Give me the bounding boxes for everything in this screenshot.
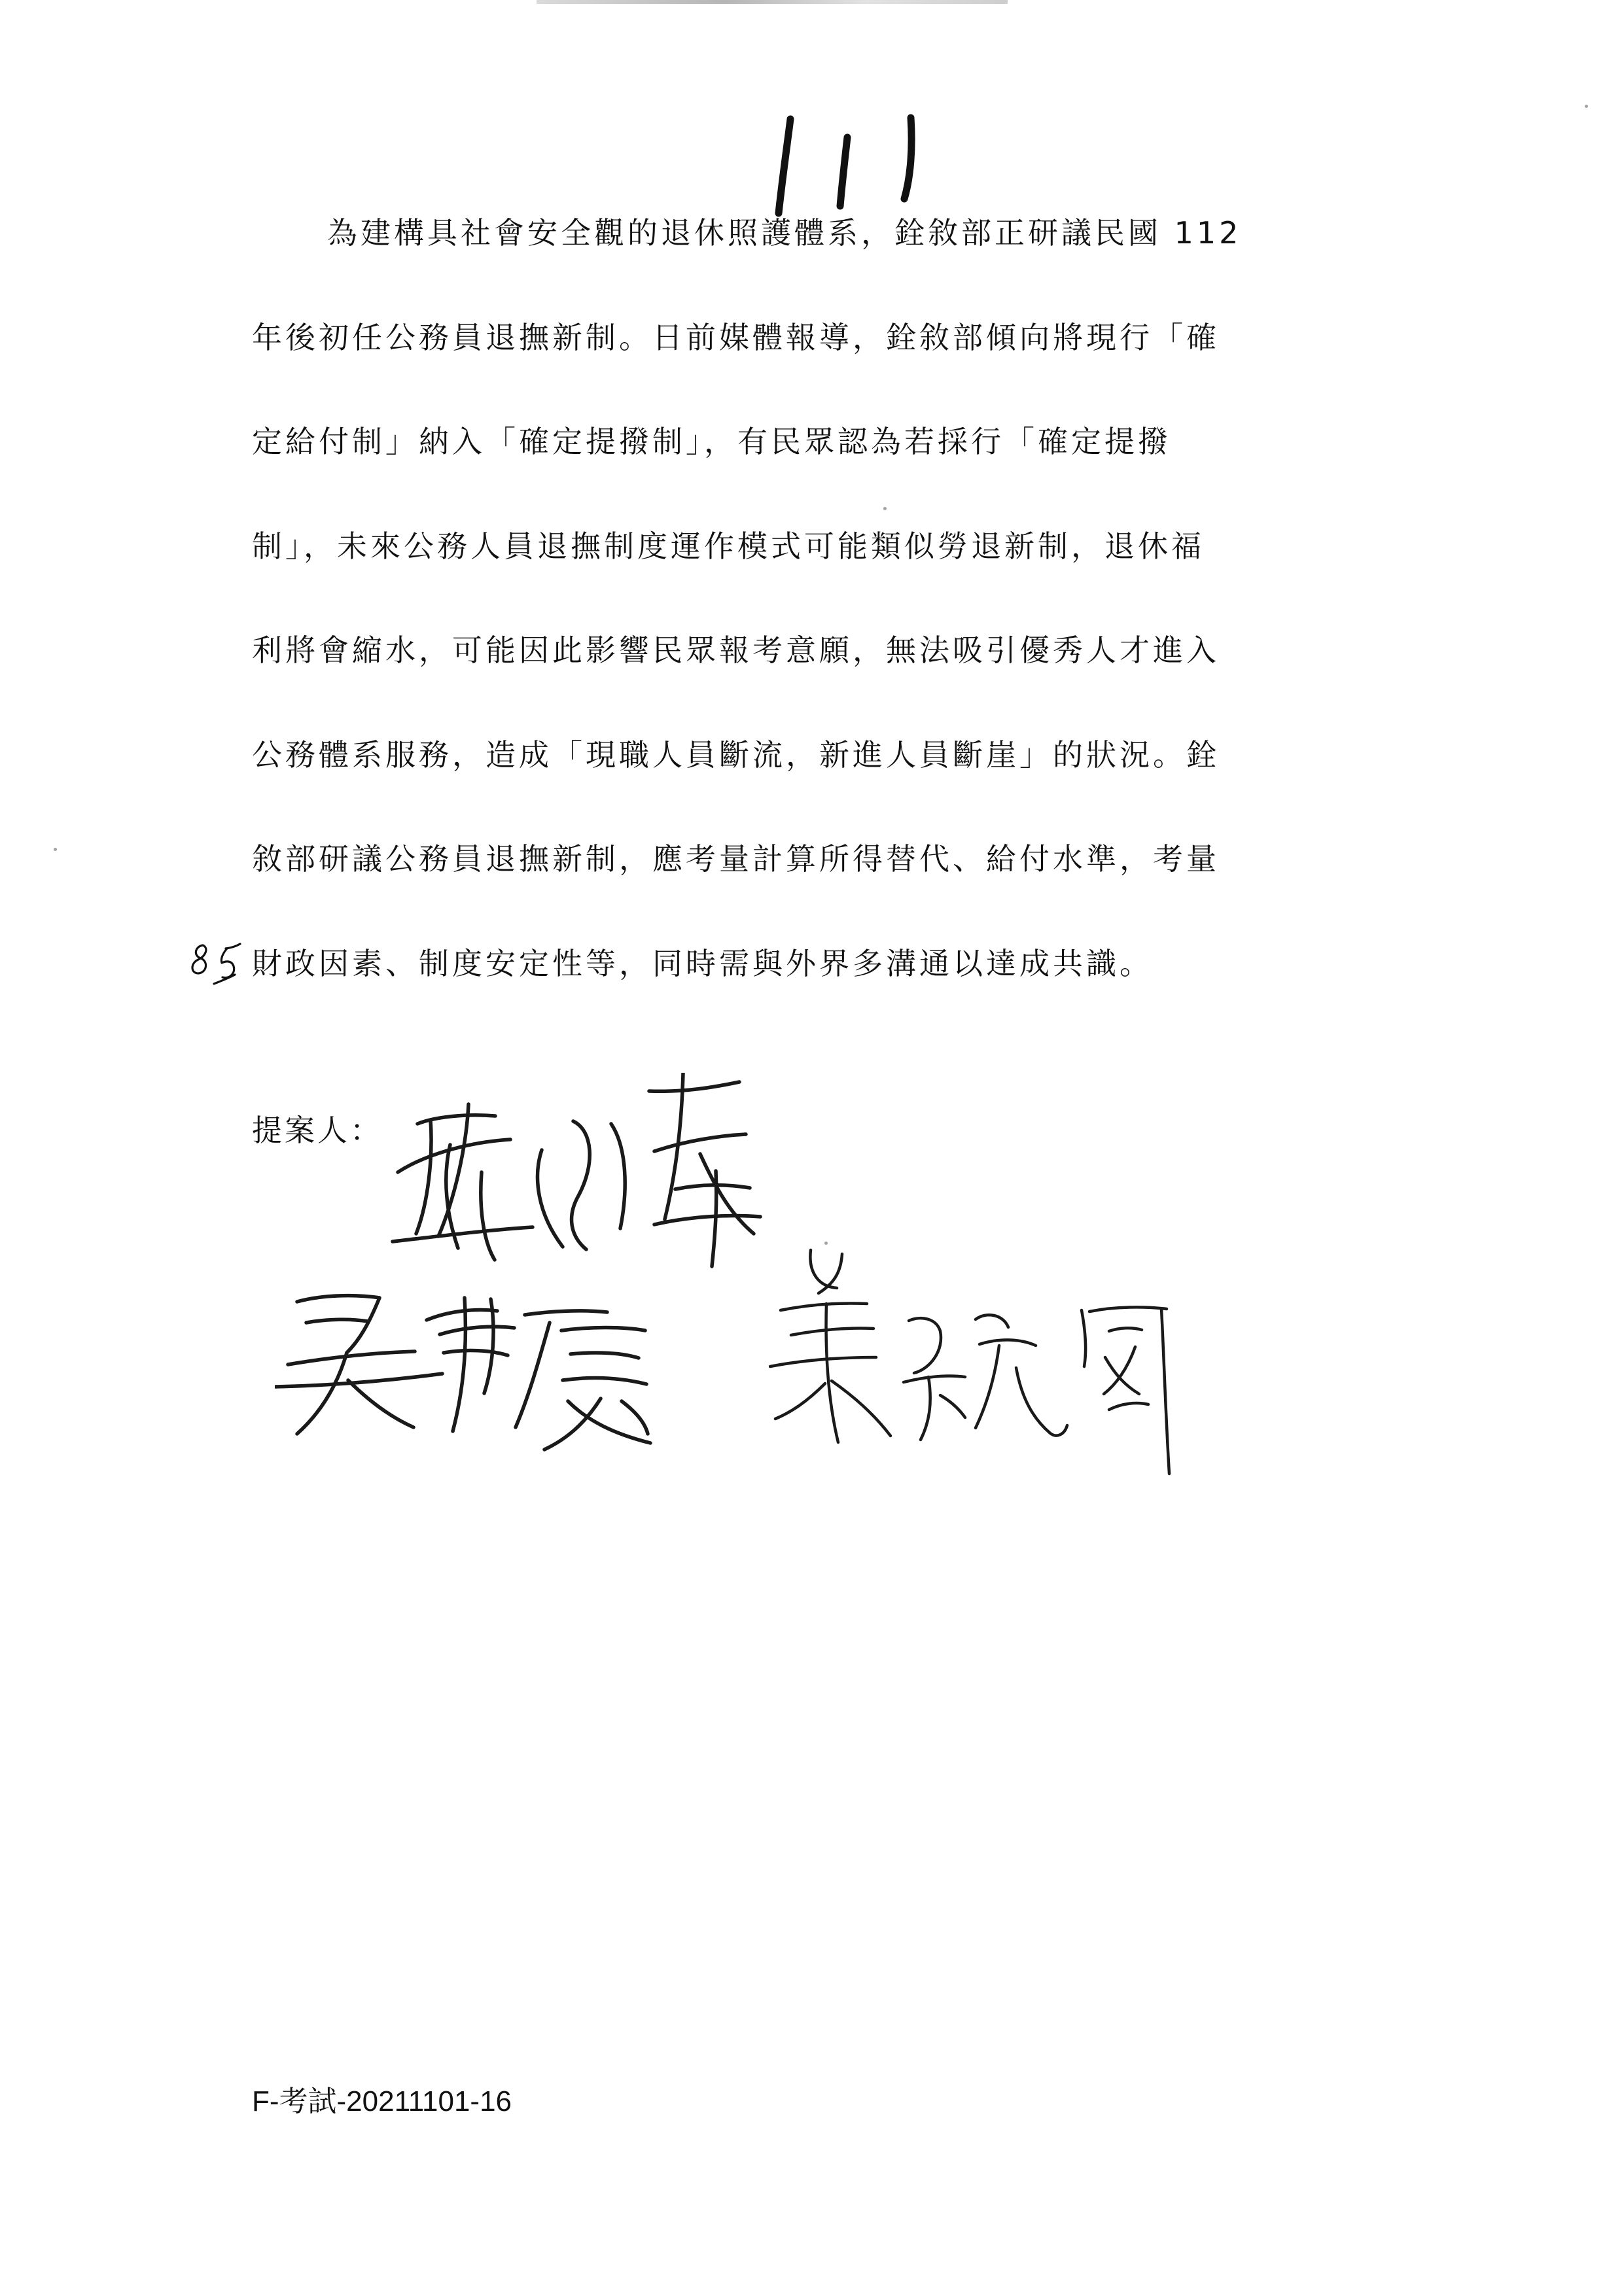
body-text-line: 制」，未來公務人員退撫制度運作模式可能類似勞退新制，退休福 xyxy=(252,528,1205,564)
signature-1 xyxy=(366,1073,798,1276)
body-text-line: 為建構具社會安全觀的退休照護體系，銓敘部正研議民國 112 xyxy=(327,215,1242,251)
proposer-label: 提案人： xyxy=(252,1113,383,1148)
scan-speck xyxy=(824,1242,828,1245)
signature-3 xyxy=(769,1246,1174,1482)
body-text-line: 利將會縮水，可能因此影響民眾報考意願，無法吸引優秀人才進入 xyxy=(252,633,1220,668)
handwritten-page-number xyxy=(766,111,936,222)
body-text-line: 公務體系服務，造成「現職人員斷流，新進人員斷崖」的狀況。銓 xyxy=(252,737,1220,773)
scan-edge-artifact xyxy=(537,0,1008,4)
body-text-line: 敘部研議公務員退撫新制，應考量計算所得替代、給付水準，考量 xyxy=(252,841,1220,877)
margin-handwritten-number xyxy=(186,935,252,998)
body-text-line: 年後初任公務員退撫新制。日前媒體報導，銓敘部傾向將現行「確 xyxy=(252,319,1220,355)
scan-speck xyxy=(54,848,57,851)
body-text-line: 財政因素、制度安定性等，同時需與外界多溝通以達成共識。 xyxy=(252,945,1153,981)
signature-2 xyxy=(275,1289,680,1459)
document-code: F-考試-20211101-16 xyxy=(252,2085,512,2117)
proposal-body xyxy=(252,216,1364,1051)
scan-speck xyxy=(1585,105,1588,108)
body-text-line: 定給付制」納入「確定提撥制」，有民眾認為若採行「確定提撥 xyxy=(252,424,1171,459)
